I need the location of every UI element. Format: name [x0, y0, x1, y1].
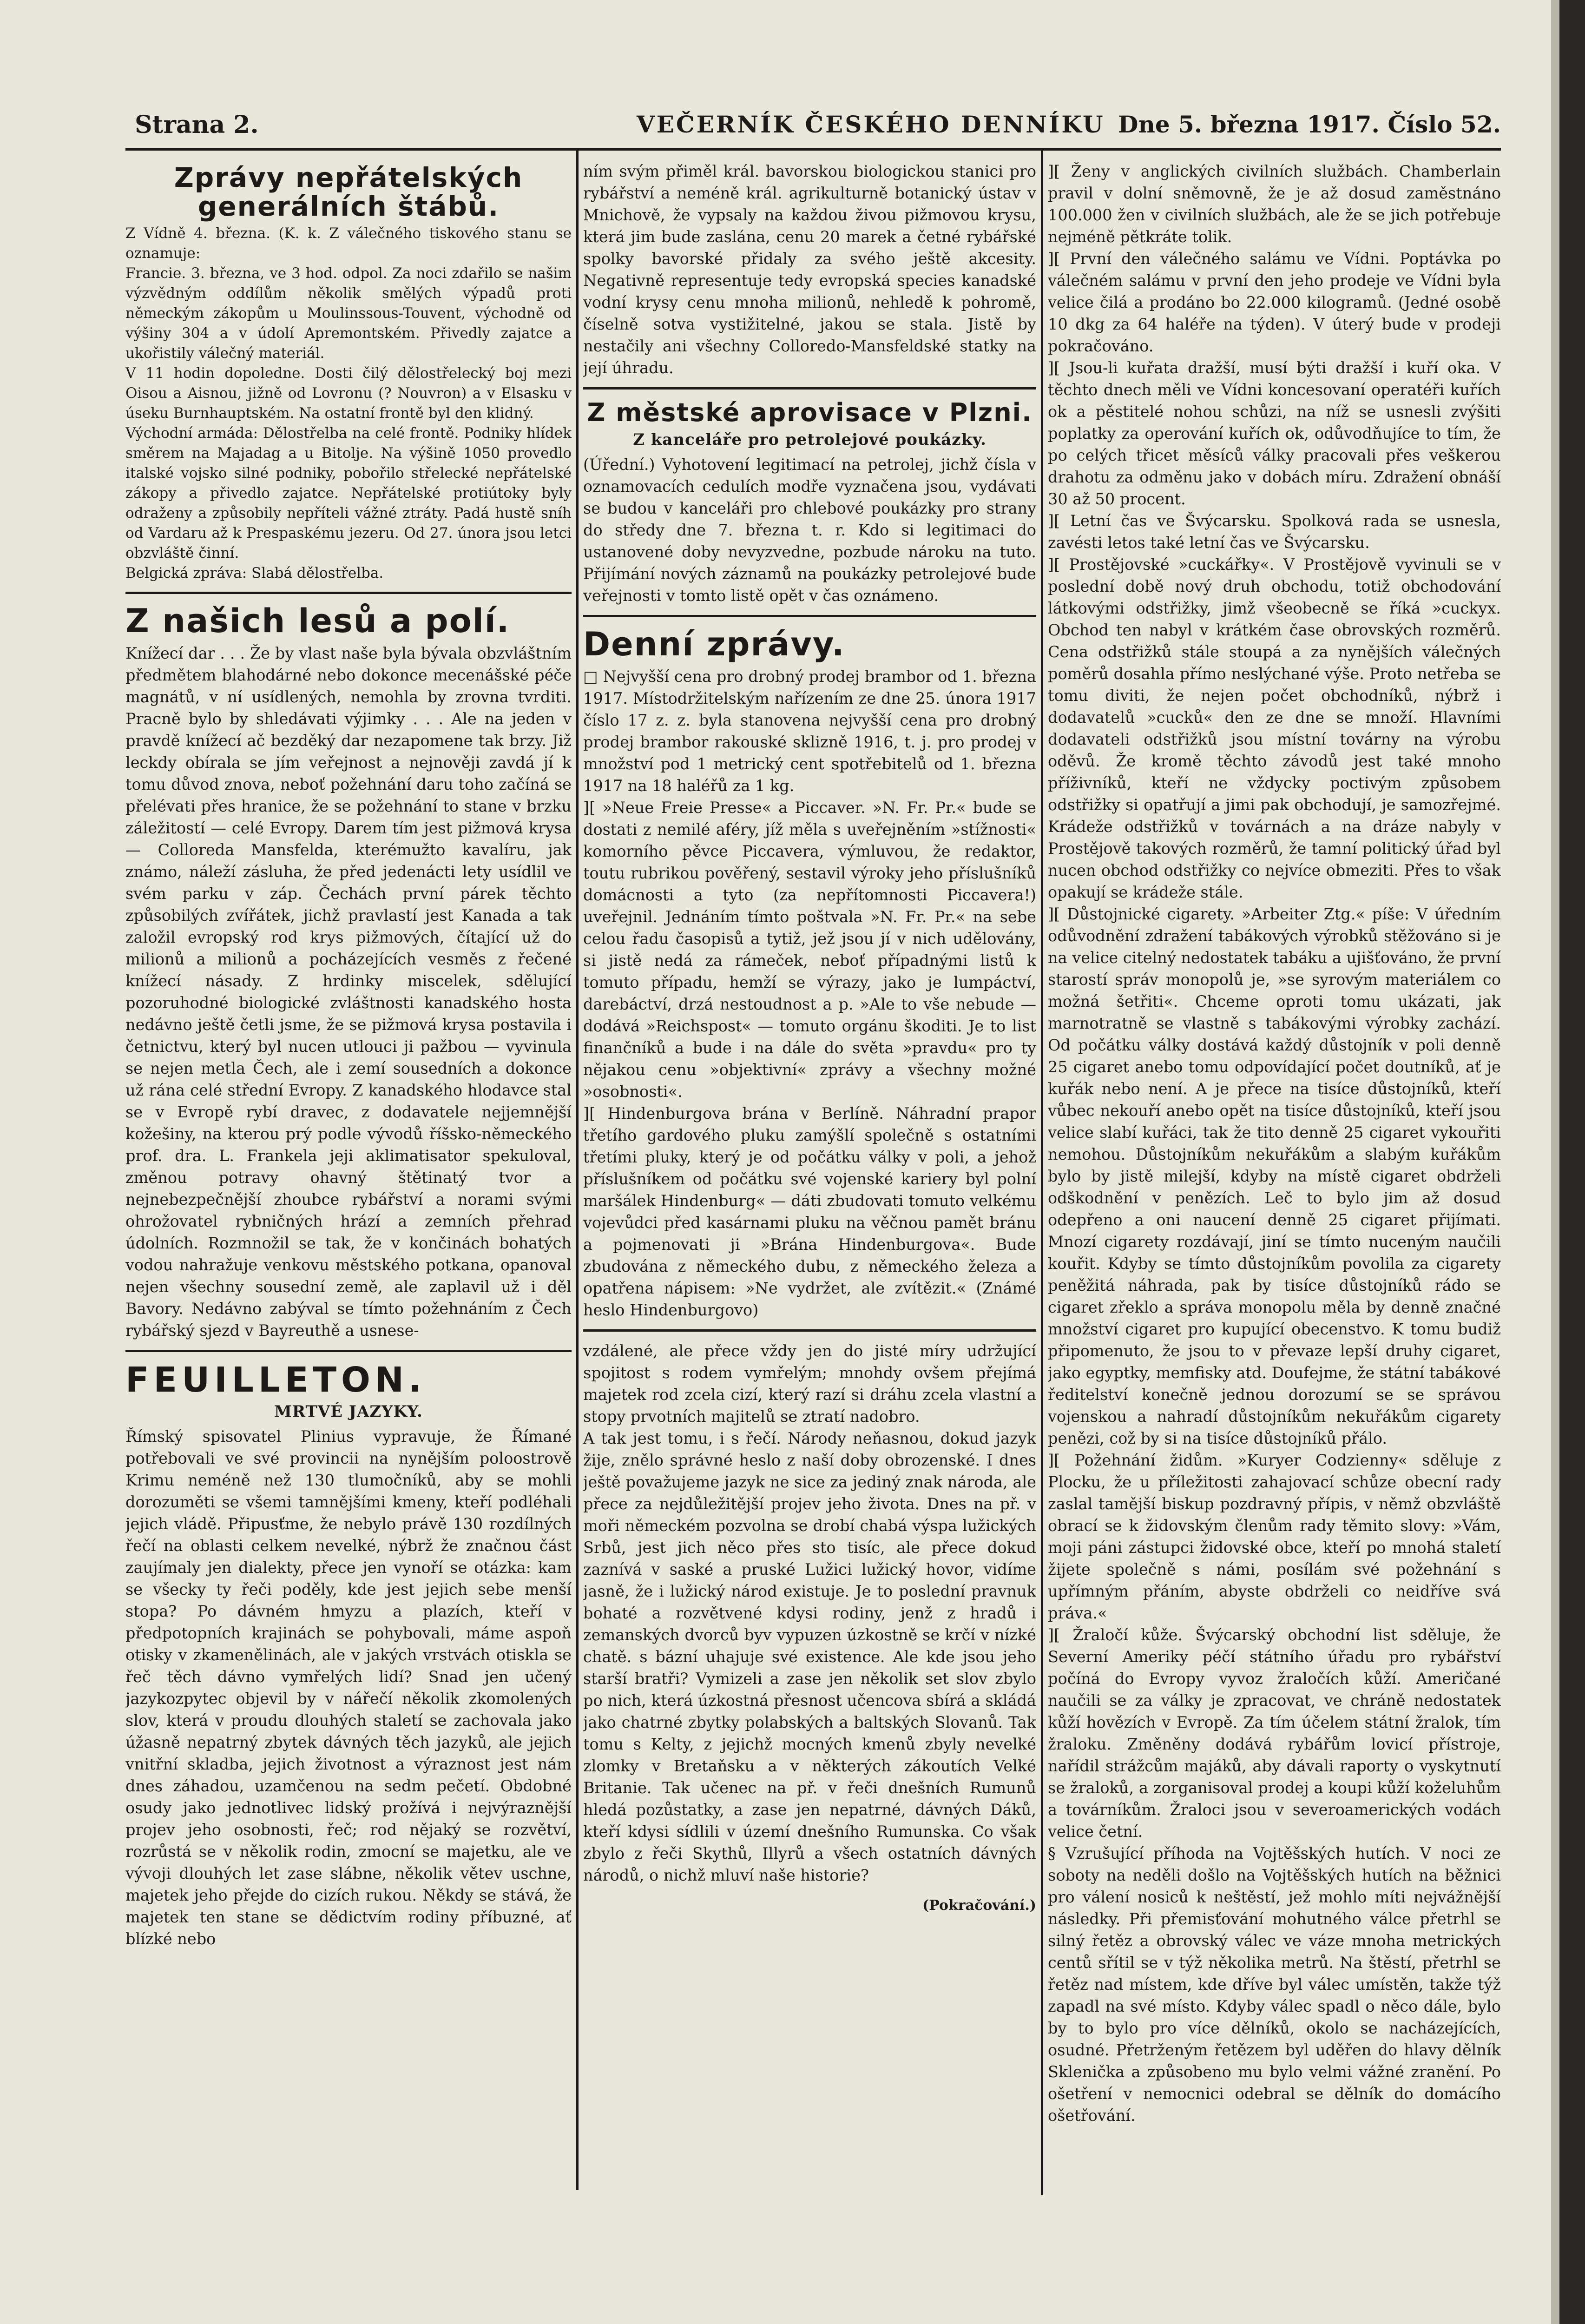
section-rule	[583, 615, 1036, 617]
column-divider	[576, 150, 579, 2190]
news-item: ][ Požehnání židům. »Kuryer Codzienny« sděluje z Plocku, že u příležitosti zahajovací schůze obecní rady zaslal tamější biskup pozdravný přípis, v němž obzvláště obrací se k židovským členům rady těmito slovy: »Vám, moji páni zástupci židovské obce, kteří po mnohá staletí žijete společně s námi, posílám své požehnání s upřímným přáním, abyste obdrželi co neidříve svá práva.«	[1048, 1451, 1501, 1622]
article-paragraph: V 11 hodin dopoledne. Dosti čilý dělostřelecký boj mezi Oisou a Aisnou, jižně od Lovronu (? Nouvron) a v Elsasku v úseku Burnhauptském. Na ostatní frontě byl den klidný.	[125, 365, 572, 422]
section-heading: Denní zprávy.	[583, 625, 845, 663]
article-paragraph: Francie. 3. března, ve 3 hod. odpol. Za noci zdařilo se našim výzvědným oddílům několik smělých výpadů proti německým zákopům u Moulinssous-Touvent, východně od výšiny 304 a v údolí Apremontském. Přivedly zajatce a ukořistily válečný materiál.	[125, 265, 572, 362]
article-paragraph: ][ »Neue Freie Presse« a Piccaver. »N. Fr. Pr.« bude se dostati z nemilé aféry, jíž měla s uveřejněním »stížnosti« komorního pěvce Piccavera, výmluvou, že redaktor, toutu rubrikou pověřený, sestavil výroky jeho příslušníků domácnosti a tyto (za nepřítomnosti Piccavera!) uveřejnil. Jednáním tímto poštvala »N. Fr. Pr.« na sebe celou řadu časopisů a tytiž, jež jsou jí v nich udělovány, si jistě nedá za rámeček, neboť případnými listů k tomuto případu, hemží se výrazy, jako je lumpáctví, darebáctví, drzá nestoudnost a p. »Ale to vše nebude — dodává »Reichspost« — tomuto orgánu škoditi. Je to list finančníků a bude i na dále do světa »pravdu« pro ty nějakou cenu »objektivní« zprávy a všechny možné »osobnosti«.	[583, 799, 1036, 1101]
scan-border	[1559, 0, 1585, 2324]
article-paragraph: ][ Hindenburgova brána v Berlíně. Náhradní prapor třetího gardového pluku zamýšlí společně s ostatními třetími pluky, který je od počátku války v poli, a jehož příslušníkem od počátku své vojenské kariery byl polní maršálek Hindenburg« — dáti zbudovati tomuto velkému vojevůdci před kasárnami pluku na věčnou pamět bránu a pojmenovati ji »Brána Hindenburgova«. Bude zbudována z německého dubu, z německého železa a opatřena nápisem: »Ne vydržet, ale zvítězit.« (Známé heslo Hindenburgovo)	[583, 1104, 1036, 1319]
article-paragraph: Římský spisovatel Plinius vypravuje, že Římané potřebovali ve své provincii na nynějším poloostrově Krimu neméně než 130 tlumočníků, aby se mohli dorozuměti se všemi tamnějšími kmeny, kteří podléhali jejich vládě. Připusťme, že nebylo právě 130 rozdílných řečí na oblasti celkem nevelké, nýbrž že značnou část zaujímaly jen dialekty, přece jen vynoří se otázka: kam se všecky ty řeči poděly, kde jest jejich sebe menší stopa? Po dávném hmyzu a plazích, kteří v předpotopních krajinách se pohybovali, máme aspoň otisky v zkamenělinách, ale v jakých vrstvách otiskla se řeč těch dávno vymřelých lidí? Snad jen učený jazykozpytec objevil by v nářečí několik zkomolených slov, která v proudu dlouhých staletí se zachovala jako úžasně nepatrný zbytek dávných těch jazyků, ale jejich vnitřní skladba, jejich životnost a výraznost jest nám dnes záhadou, uzamčenou na sedm pečetí. Obdobné osudy jako jednotlivec lidský prožívá i nejvýraznější projev jeho osobnosti, řeč; rod nějaký se rozvětví, rozrůstá se v několik rodin, zmocní se majetku, ale ve vývoji dlouhých let zase slábne, několik větev uschne, majetek jeho přejde do cizích rukou. Někdy se stává, že majetek ten stane se dědictvím rodiny příbuzné, ať blízké nebo	[125, 1427, 572, 1948]
column-3	[1048, 160, 1501, 2257]
article-paragraph: Východní armáda: Dělostřelba na celé frontě. Podniky hlídek směrem na Majadag a u Bitolje. Na výšině 1050 provedlo italské vojsko silné podniky, pobořilo střelecké nepřátelské zákopy a přivedlo zajatce. Nepřátelské protiútoky byly odraženy a způsobily nepříteli vážné ztráty. Padá hustě sníh od Vardaru až k Prespaskému jezeru. Od 27. února jsou letci obzvláště činní.	[125, 425, 572, 561]
news-item: ][ První den válečného salámu ve Vídni. Poptávka po válečném salámu v první den jeho prodeje ve Vídni byla velice čilá a prodáno bo 22.000 kilogramů. (Jedné osobě 10 dkg za 64 haléře na týden). V úterý bude v prodeji pokračováno.	[1048, 250, 1501, 355]
article-paragraph: ním svým přiměl král. bavorskou biologickou stanici pro rybářství a neméně král. agrikulturně botanický ústav v Mnichově, že vypsaly na každou živou pižmovou krysu, která jim bude zaslána, cenu 20 marek a četné rybářské spolky bavorské přidaly za svého ještě akcesity. Negativně representuje tedy evropská species kanadské vodní krysy cenu mnoha milionů, nehledě k pohromě, číselně sotva vystižitelné, jakou se stala. Jistě by nestačily ani všechny Colloredo-Mansfeldské statky na její úhradu.	[583, 162, 1036, 377]
column-1	[125, 160, 572, 2212]
news-item: ][ Prostějovské »cuckářky«. V Prostějově vyvinuli se v poslední době nový druh obchodu, totiž obchodování látkovými odstřižky, jimž všeobecně se říká »cuckyx. Obchod ten nabyl v krátkém čase obrovských rozměrů. Cena odstřižků stále stoupá a za nynějších válečných poměrů dosahla přímo neslýchané výše. Proto netřeba se tomu diviti, že nejen počet obchodníků, nýbrž i dodavatelů »cucků« den ze dne se množí. Hlavními dodavateli odstřižků jsou místní továrny na výrobu oděvů. Že kromě těchto závodů jest také mnoho příživníků, kteří ne vždycky poctivým způsobem odstřižky si opatřují a jimi pak obchodují, je samozřejmé. Krádeže odstřižků v továrnách a na dráze nabyly v Prostějově takových rozměrů, že tamní politický úřad byl nucen obchod odstřižky co nejvíce obmeziti. Přes to však opakují se krádeže stále.	[1048, 555, 1501, 901]
page-number: Strana 2.	[135, 111, 259, 139]
article-paragraph: (Úřední.) Vyhotovení legitimací na petrolej, jichž čísla v oznamovacích cedulích modře vyznačena jsou, vydávati se budou v kanceláři pro chlebové poukázky pro strany do středy dne 7. března t. r. Kdo si legitimaci do ustanovené doby nevyzvedne, pozbude nároku na tuto. Přijímání nových záznamů na poukázky petrolejové bude veřejnosti v tomto listě opět v čas oznámeno.	[583, 456, 1036, 605]
news-item: ][ Letní čas ve Švýcarsku. Spolková rada se usnesla, zavésti letos také letní čas ve Švýcarsku.	[1048, 512, 1501, 552]
masthead	[135, 111, 1501, 152]
article-paragraph: Knížecí dar . . . Že by vlast naše byla bývala obzvláštním předmětem blahodárné nebo dokonce mecenášské péče magnátů, v ní usídlených, nemohla by zrovna tvrditi. Pracně bylo by shledávati výjimky . . . Ale na jeden v pravdě knížecí ač bezděký dar nezapomene tak brzy. Již leckdy obírala se jím veřejnost a nejnověji zavdá jí k tomu důvod znova, neboť požehnání daru toho začíná se přelévati přes hranice, že se požehnání to stane v brzku záležitostí — celé Evropy. Darem tím jest pižmová krysa — Colloreda Mansfelda, kterémužto kavalíru, jak známo, náleží zásluha, že před jedenácti lety usídlil ve svém parku v záp. Čechách první párek těchto způsobilých zvířátek, jichž pravlastí jest Kanada a tak založil evropský rod krys pižmových, čítající už do milionů a milionů a pocházejících vesměs z řečené knížecí násady. Z hrdinky miscelek, sdělující pozoruhodné biologické zvláštnosti kanadského hosta nedávno ještě četli jsme, že se pižmová krysa postavila i četnictvu, který byl nucen utlouci ji pažbou — vyvinula se nejen metla Čech, ale i zemí sousedních a dokonce už rána celé střední Evropy. Z kanadského hlodavce stal se v Evropě rybí dravec, z dodavatele nejjemnější kožešiny, na kterou prý podle vývodů říšsko-německého prof. dra. L. Frankela jeji aklimatisator spekuloval, změnou potravy ohavný štětinatý tvor a nejnebezpečnější zhoubce rybářství a norami svými ohrožovatel rybničných hrází a zemních přehrad údolních. Rozmnožil se tak, že v končinách bohatých vodou nahražuje venkovu městského potkana, opanoval nejen všechny sousední země, ale zaplavil už i děl Bavory. Nedávno zabýval se tímto požehnáním z Čech rybářský sjezd v Bayreuthě a usnese-	[125, 644, 572, 1340]
issue-date: Dne 5. března 1917. Číslo 52.	[1118, 111, 1501, 138]
news-item: ][ Důstojnické cigarety. »Arbeiter Ztg.« píše: V úředním odůvodnění zdražení tabákových výrobků stěžováno si je na velice citelný nedostatek tabáku a ujišťováno, že první starostí správ monopolů je, »se syrovým materiálem co možná šetřiti«. Chceme oproti tomu ukázati, jak marnotratně se vlastně s tabákovými výrobky zachází. Od počátku války dostává každý důstojník v poli denně 25 cigaret anebo tomu odpovídající počet doutníků, ať je kuřák nebo není. A je přece na tisíce důstojníků, kteří vůbec nekouří anebo opět na tisíce důstojníků, kteří jsou velice slabí kuřáci, tak že tito denně 25 cigaret vykouřiti nemohou. Důstojníkům nekuřákům a slabým kuřákům bylo by jistě milejší, kdyby na místě cigaret obdrželi odškodnění v penězích. Leč to bylo jim až dosud odepřeno a oni naucení denně 25 cigaret přijímati. Mnozí cigarety rozdávají, jiní se tímto nuceným naučili kouřit. Kdyby se tímto důstojníkům povolila za cigarety peněžitá náhrada, pak by tisíce důstojníků rádo se cigaret zřeklo a správa monopolu měla by denně značné množství cigaret pro kupující obecenstvo. K tomu budiž připomenuto, že jsou to v převaze lepší druhy cigaret, jako egyptky, memfisky atd. Doufejme, že státní tabákové ředitelství konečně jednou dorozumí se se správou vojenskou a nahradí důstojníkům nekuřákům cigarety penězi, což by si na tisíce důstojníků přálo.	[1048, 905, 1501, 1447]
news-item: § Vzrušující příhoda na Vojtěšských hutích. V noci ze soboty na neděli došlo na Vojtěšských hutích na běžnici pro válení nosiců k neštěstí, jež mohlo míti nejvážnější následky. Při přemisťování mohutného válce přetrhl se silný řetěz a obrovský válec ve váze mnoha metrických centů sřítil se v týž několika metrů. Na štěstí, přetrhl se řetěz nad místem, kde dříve byl válec umístěn, takže týž zapadl na své místo. Kdyby válec spadl o něco dále, bylo by to bylo pro více dělníků, okolo se nacházejících, osudné. Přetrženým řetězem byl uděřen do hlavy dělník Sklenička a způsobeno mu bylo velmi vážné zranění. Po ošetření v nemocnici odebral se dělník do domácího ošetřování.	[1048, 1844, 1501, 2125]
subheading: Z kanceláře pro petrolejové poukázky.	[633, 430, 987, 449]
section-rule	[125, 592, 572, 594]
article-paragraph: □ Nejvyšší cena pro drobný prodej brambor od 1. března 1917. Místodržitelským nařízením ze dne 25. února 1917 číslo 17 z. z. byla stanovena nejvyšší cena pro drobný prodej brambor rakouské sklizně 1916, t. j. pro prodej v množství pod 1 metrický cent spotřebitelů od 1. března 1917 na 18 haléřů za 1 kg.	[583, 667, 1036, 795]
section-heading: Z našich lesů a polí.	[125, 602, 510, 640]
scan-edge	[1551, 0, 1559, 2324]
feuilleton-title: MRTVÉ JAZYKY.	[274, 1402, 423, 1421]
news-item: ][ Jsou-li kuřata dražší, musí býti dražší i kuří oka. V těchto dnech měli ve Vídni koncesovaní operatéři kuřích ok a pěstitelé nohou schůzi, na níž se usnesli zvýšiti poplatky za operování kuřích ok, odůvodňujíce to tím, že po celých třicet měsíců války pracovali přes veškerou drahotu za odměnu jako v dobách míru. Zdražení obnáší 30 až 50 procent.	[1048, 359, 1501, 508]
article-paragraph: A tak jest tomu, i s řečí. Národy neňasnou, dokud jazyk žije, znělo správné heslo z naší doby obrozenské. I dnes ještě považujeme jazyk ne sice za jediný znak národa, ale přece za nejdůležitější projev jeho života. Dnes na př. v moři německém pozvolna se drobí chabá výspa lužických Srbů, jest jich něco přes sto tisíc, ale přece dokud zaznívá v saské a pruské Lužici lužický hovor, vidíme jasně, že i lužický národ existuje. Je to poslední pravnuk bohaté a rozvětvené kdysi rodiny, jenž z hradů i zemanských dvorců byv vypuzen úzkostně se krčí v nízké chatě. s bázní uhajuje své existence. Ale kde jsou jeho starší bratři? Vymizeli a zase jen několik set slov zbylo po nich, která úzkostná přesnost učencova sbírá a skládá jako chatrné zbytky polabských a baltských Slovanů. Tak tomu s Kelty, z jejichž mocných kmenů zbyly nevelké zlomky v Bretaňsku a v některých zákoutích Velké Britanie. Tak učenec na př. v řeči dnešních Rumunů hledá pozůstatky, a zase jen nepatrné, dávných Dáků, kteří kdysi sídlili v území dnešního Rumunska. Co však zbylo z řeči Skythů, Illyrů a všech ostatních dávných národů, o nichž mluví naše historie?	[583, 1429, 1036, 1884]
section-rule	[583, 387, 1036, 390]
article-paragraph: Z Vídně 4. března. (K. k. Z válečného tiskového stanu se oznamuje:	[125, 225, 572, 262]
column-2	[583, 160, 1036, 2201]
section-heading: Zprávy nepřátelských generálních štábů.	[174, 162, 523, 222]
continuation-note: (Pokračování.)	[922, 1897, 1036, 1914]
article-paragraph: Belgická zpráva: Slabá dělostřelba.	[125, 565, 384, 581]
section-rule	[583, 1329, 1036, 1332]
header-rule	[125, 148, 1501, 151]
section-rule	[125, 1350, 572, 1352]
news-item: ][ Ženy v anglických civilních službách. Chamberlain pravil v dolní sněmovně, že je až dosud zaměstnáno 100.000 žen v civilních službách, ale že se jich potřebuje nejméně pětkráte tolik.	[1048, 162, 1501, 246]
article-paragraph: vzdálené, ale přece vždy jen do jisté míry udržující spojitost s rodem vymřelým; mnohdy ovšem přejímá majetek rod zcela cizí, který razí si dráhu zcela vlastní a stopy prvotních majitelů se ztratí nadobro.	[583, 1342, 1036, 1426]
feuilleton-heading: FEUILLETON.	[125, 1360, 427, 1400]
newspaper-title: VEČERNÍK ČESKÉHO DENNÍKU	[637, 111, 1105, 138]
column-divider	[1041, 150, 1043, 2195]
section-heading: Z městské aprovisace v Plzni.	[587, 398, 1033, 427]
news-item: ][ Žraločí kůže. Švýcarský obchodní list sděluje, že Severní Ameriky péčí státního úřadu pro rybářství počíná do Evropy vyvoz žraločích kůží. Američané naučili se za války je zpracovat, ve chráně nedostatek kůží hovězích v Evropě. Za tím účelem státní žralok, tím žraloku. Změněny dodává rybářům lovicí přístroje, nařídil strážcům majáků, aby dávali raporty o vyskytnutí se žraloků, a zorganisoval prodej a koupi kůží koželuhům a továrníkům. Žraloci jsou v severoamerických vodách velice četní.	[1048, 1626, 1501, 1841]
